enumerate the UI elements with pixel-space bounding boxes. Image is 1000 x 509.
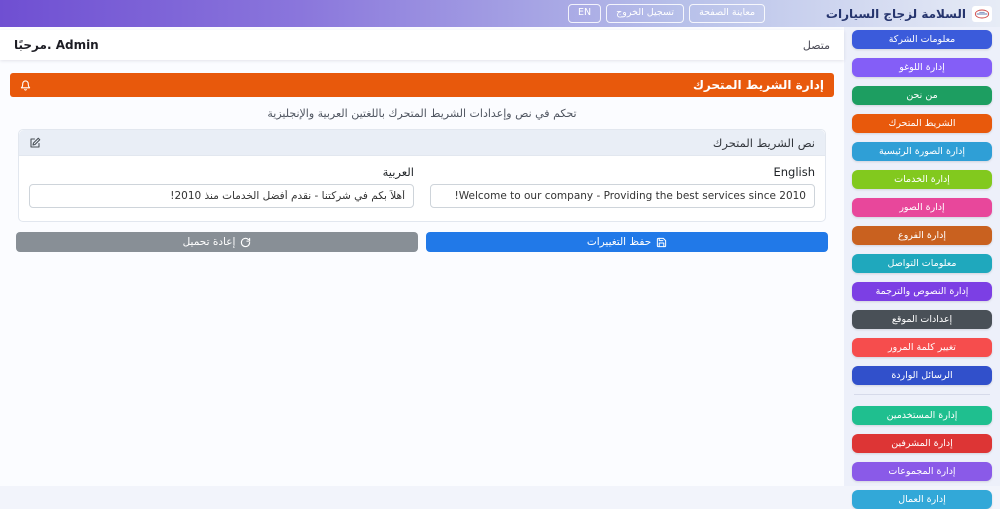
arabic-field-label: العربية: [382, 165, 414, 179]
language-toggle-button[interactable]: EN: [568, 4, 601, 22]
english-field-label: English: [773, 165, 815, 179]
sidebar-item-supervisors[interactable]: إدارة المشرفين: [852, 434, 992, 453]
sidebar-item-marquee[interactable]: الشريط المتحرك: [852, 114, 992, 133]
welcome-bar: [0, 30, 844, 60]
sidebar-item-logo[interactable]: إدارة اللوغو: [852, 58, 992, 77]
save-button-label: حفظ التغييرات: [586, 236, 652, 248]
section-subtitle: تحكم في نص وإعدادات الشريط المتحرك باللغتين العربية والإنجليزية: [267, 107, 577, 120]
sidebar-item-workers[interactable]: إدارة العمال: [852, 490, 992, 509]
sidebar-item-about-us[interactable]: من نحن: [852, 86, 992, 105]
sidebar-item-images[interactable]: إدارة الصور: [852, 198, 992, 217]
action-buttons-row: [16, 232, 828, 252]
marquee-text-card: [18, 129, 826, 222]
sidebar-item-company-info[interactable]: معلومات الشركة: [852, 30, 992, 49]
save-icon: [656, 237, 667, 248]
company-logo-icon: [972, 6, 992, 22]
card-body: [19, 156, 825, 221]
main-content: [0, 27, 844, 486]
card-header: [19, 130, 825, 156]
sidebar-item-contact-info[interactable]: معلومات التواصل: [852, 254, 992, 273]
sidebar-item-groups[interactable]: إدارة المجموعات: [852, 462, 992, 481]
english-field-group: [430, 165, 815, 208]
sidebar-item-change-password[interactable]: تغيير كلمة المرور: [852, 338, 992, 357]
reload-button[interactable]: [16, 232, 418, 252]
reload-button-label: إعادة تحميل: [182, 236, 236, 248]
sidebar-item-services[interactable]: إدارة الخدمات: [852, 170, 992, 189]
layout: [0, 27, 1000, 505]
sidebar-divider: [854, 394, 990, 395]
sidebar-item-texts-translation[interactable]: إدارة النصوص والترجمة: [852, 282, 992, 301]
preview-page-button[interactable]: معاينة الصفحة: [689, 4, 765, 22]
sidebar-item-users[interactable]: إدارة المستخدمين: [852, 406, 992, 425]
reload-icon: [240, 237, 251, 248]
sidebar: [844, 27, 1000, 505]
edit-icon[interactable]: [29, 137, 41, 149]
section-banner: [10, 73, 834, 97]
greeting-text: مرحبًا. Admin: [14, 38, 99, 52]
connection-status: متصل: [802, 38, 830, 52]
app-title: السلامة لزجاج السيارات: [825, 6, 966, 21]
sidebar-item-hero-image[interactable]: إدارة الصورة الرئيسية: [852, 142, 992, 161]
topbar-buttons: [568, 4, 765, 22]
english-marquee-input[interactable]: [430, 184, 815, 208]
sidebar-item-inbox[interactable]: الرسائل الواردة: [852, 366, 992, 385]
section-title: إدارة الشريط المتحرك: [692, 78, 824, 92]
brand: [826, 6, 992, 22]
save-changes-button[interactable]: [426, 232, 828, 252]
arabic-field-group: [29, 165, 414, 208]
sidebar-item-branches[interactable]: إدارة الفروع: [852, 226, 992, 245]
card-title: نص الشريط المتحرك: [712, 135, 815, 150]
bell-icon[interactable]: [20, 80, 31, 91]
arabic-marquee-input[interactable]: [29, 184, 414, 208]
logout-button[interactable]: تسجيل الخروج: [606, 4, 684, 22]
topbar: [0, 0, 1000, 27]
sidebar-item-site-settings[interactable]: إعدادات الموقع: [852, 310, 992, 329]
